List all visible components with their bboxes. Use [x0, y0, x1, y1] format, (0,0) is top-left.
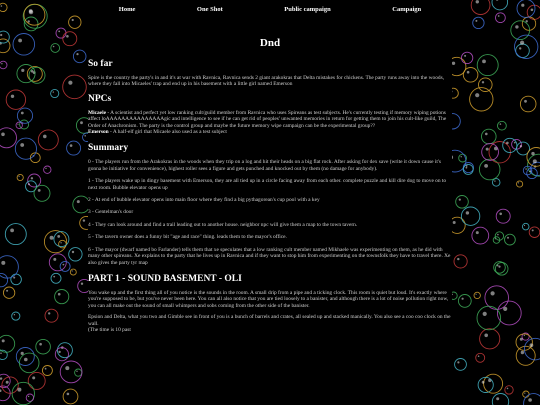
- part1-paragraph: (The time is 10 past: [88, 326, 131, 333]
- page-title: Dnd: [259, 37, 281, 49]
- bubble: [49, 254, 66, 271]
- so-far-heading: So far: [88, 59, 113, 69]
- bubble: [15, 138, 36, 159]
- bubble-highlight: [520, 145, 522, 147]
- bubble-highlight: [457, 258, 459, 260]
- bubble: [496, 209, 510, 223]
- bubble: [12, 312, 20, 320]
- bubble: [452, 88, 458, 98]
- bubble-highlight: [478, 355, 480, 357]
- bubbles-right-svg: [452, 0, 540, 405]
- bubble-highlight: [1, 63, 2, 64]
- bubble-highlight: [81, 283, 83, 285]
- bubble-highlight: [482, 381, 485, 384]
- bubble-highlight: [1, 133, 5, 137]
- bubble: [496, 13, 506, 23]
- bubble-highlight: [524, 393, 525, 394]
- bubble-highlight: [70, 144, 73, 147]
- bubble-highlight: [496, 0, 499, 1]
- bubble-highlight: [67, 393, 70, 396]
- bubble-highlight: [457, 361, 459, 363]
- bubble-highlight: [83, 219, 85, 221]
- npc-name: Micaele: [88, 109, 106, 116]
- bubble: [13, 34, 35, 56]
- npc-description: - A half-elf girl that Micaele also used as a test subject: [108, 129, 227, 136]
- bubble-highlight: [53, 46, 55, 48]
- bubble: [474, 292, 480, 298]
- bubble-highlight: [482, 81, 484, 83]
- bubble-highlight: [507, 237, 509, 239]
- bubble-highlight: [58, 31, 60, 33]
- bubble-highlight: [53, 258, 56, 261]
- bubble-highlight: [531, 152, 534, 155]
- bubble-highlight: [530, 343, 534, 347]
- bubble: [69, 16, 81, 28]
- npcs-heading: NPCs: [88, 93, 112, 104]
- bubble: [520, 96, 536, 112]
- bubble-highlight: [484, 164, 488, 168]
- bubble-highlight: [72, 251, 74, 253]
- nav-campaign-link[interactable]: Campaign: [392, 5, 422, 13]
- summary-item: 3 - Gentelman's door: [88, 209, 134, 216]
- bubble-highlight: [0, 377, 2, 379]
- bubble-highlight: [48, 312, 50, 314]
- bubble: [78, 279, 88, 292]
- npc-entry-micaele: [88, 110, 452, 129]
- bubble: [522, 223, 529, 230]
- bubble: [5, 224, 26, 245]
- bubble: [55, 348, 68, 361]
- part1-heading: PART 1 - SOUND BASEMENT - OLI: [88, 273, 242, 284]
- summary-heading: Summary: [88, 143, 129, 154]
- bubble-highlight: [17, 124, 18, 125]
- bubble-highlight: [53, 276, 55, 278]
- bubble: [17, 174, 23, 180]
- bubble-highlight: [524, 335, 525, 336]
- bubble: [0, 31, 9, 43]
- bubble-highlight: [533, 159, 537, 163]
- bubble: [523, 391, 529, 397]
- bubble-highlight: [466, 211, 469, 214]
- summary-item: 6 - The mayor (dwarf named bo Farlander) tells them that xe speculates that a low ranking cult member named Mikhaele was experimenting on them, as he did with many other spireans. Xe explains to the party that he lives up in Ravnica and if they want to stop him from experimenting on the townsfolk they have to travel there. Xe also gives the party tyr map: [88, 246, 451, 266]
- part1-paragraph: You wake up and the first thing all of you notice is the sounds in the room. A small drip from a pipe and a ticking clock. This room is quiet but loud. It's exactly where you're supposed to be, but you've never been here. You can all also notice that you are tied loosely to a banister, and although there is a lot of noise pollution right now, you can all make out the sound of small whimpers and sobs coming from the other side of the banister.: [88, 289, 449, 309]
- bubble-highlight: [452, 91, 453, 93]
- bubble: [11, 274, 22, 285]
- summary-item: 1 - The players wake up in dingy basement with Emerson, they are all tied up in a circle facing away from each other. complete puzzle and kill dire dog to move on to next room. Bubble elevator opens up: [88, 178, 447, 191]
- summary-item: 5 - The tavern owner does a funny bit "age and race" thing. leads them to the mayor's office.: [88, 234, 287, 241]
- bubble: [0, 61, 7, 69]
- bubble: [69, 248, 82, 261]
- bubble-highlight: [84, 135, 86, 137]
- bubble: [26, 394, 33, 401]
- bubble-highlight: [18, 39, 22, 43]
- bubble-highlight: [39, 343, 42, 346]
- bubble: [456, 196, 469, 209]
- bubble-highlight: [68, 81, 72, 85]
- bubble-highlight: [524, 225, 525, 226]
- bubble: [482, 129, 497, 144]
- bubble-highlight: [1, 5, 3, 7]
- bubble-highlight: [532, 229, 534, 231]
- bubble: [477, 55, 498, 76]
- bubble: [73, 50, 86, 63]
- bubble-highlight: [11, 95, 14, 98]
- npcs-section: [88, 94, 452, 136]
- so-far-section: [88, 59, 452, 88]
- bubble: [63, 389, 78, 404]
- nav-home-link[interactable]: Home: [118, 5, 136, 13]
- bubble-highlight: [461, 156, 462, 157]
- bubble-highlight: [45, 168, 46, 169]
- bubble-highlight: [495, 238, 496, 239]
- part1-section: [88, 274, 452, 333]
- bubble: [452, 292, 457, 299]
- bubble-highlight: [66, 35, 69, 38]
- bubble-highlight: [500, 123, 502, 125]
- bubble: [455, 359, 467, 371]
- bubble: [461, 207, 479, 225]
- bubble-highlight: [467, 71, 470, 74]
- bubble: [3, 287, 14, 298]
- bubble-highlight: [72, 270, 73, 271]
- bubble-highlight: [499, 213, 502, 216]
- npc-entry-emerson: [88, 129, 452, 135]
- bubble: [505, 386, 513, 394]
- bubble-highlight: [497, 234, 499, 236]
- bubble: [529, 227, 540, 238]
- bubble: [492, 0, 508, 10]
- bubble-highlight: [76, 371, 77, 372]
- bubble-highlight: [486, 148, 489, 151]
- bubble: [6, 90, 25, 109]
- bubble: [492, 179, 500, 187]
- bubble: [56, 28, 66, 38]
- bubble-highlight: [498, 266, 500, 268]
- bubble-highlight: [24, 358, 28, 362]
- bubble-highlight: [58, 351, 60, 353]
- bubble-highlight: [38, 189, 41, 192]
- bubble: [24, 4, 45, 25]
- bubble: [16, 122, 22, 128]
- bubble: [57, 343, 72, 358]
- summary-item: 0 - The players run from the Arakokras in the woods when they trip on a log and hit their heads on a big flat rock. After asking for dex save (write it down cause it's gonna be initiative for convenience), highest roller sees a figure and gets punched and knocked out by them (no damage for anybody).: [88, 159, 441, 172]
- bubble-highlight: [31, 177, 33, 179]
- bubble-highlight: [484, 334, 488, 338]
- bubble-highlight: [21, 112, 24, 115]
- bubble: [476, 353, 485, 362]
- bubble-highlight: [80, 121, 83, 124]
- bubble-highlight: [528, 398, 532, 402]
- bubble-highlight: [28, 183, 30, 185]
- bubble-highlight: [29, 9, 33, 13]
- bubble: [70, 269, 76, 275]
- bubble: [0, 273, 8, 286]
- bubble-highlight: [453, 221, 456, 224]
- bubble-highlight: [531, 9, 534, 12]
- bubble-highlight: [491, 291, 495, 295]
- bubble-highlight: [452, 155, 453, 159]
- bubble: [528, 154, 540, 176]
- bubble: [36, 339, 51, 354]
- bubble: [458, 295, 471, 308]
- bubble-highlight: [518, 182, 519, 183]
- bubble-highlight: [72, 19, 74, 21]
- bubble: [51, 89, 59, 97]
- left-bubble-decoration: [0, 0, 88, 405]
- bubble-highlight: [507, 388, 509, 390]
- bubble-highlight: [485, 133, 488, 136]
- bubble-highlight: [498, 15, 500, 17]
- bubble: [517, 181, 523, 187]
- so-far-text: Spire is the country the party's in and it's at war with Ravnica, Ravnica sends 2 giant arakokras that Delta mistakes for chickens. The party runs away into the woods, where they fall into Micaeles' trap and end up in his basement with a little girl named Emerson: [88, 75, 445, 88]
- bubble-highlight: [452, 294, 453, 295]
- bubble-highlight: [57, 235, 60, 238]
- bubble: [0, 3, 7, 11]
- bubble: [17, 108, 32, 123]
- bubble-highlight: [53, 91, 54, 92]
- bubble: [51, 273, 61, 283]
- bubble: [497, 301, 521, 325]
- bubble-highlight: [19, 176, 20, 177]
- bubble: [477, 306, 501, 330]
- bubble-highlight: [14, 314, 15, 315]
- summary-section: [88, 143, 452, 265]
- bubble: [479, 78, 493, 92]
- bubble: [73, 196, 88, 213]
- bubble: [498, 121, 507, 130]
- bubble: [515, 35, 538, 58]
- bubble-highlight: [475, 93, 479, 97]
- bubble: [76, 118, 88, 134]
- bubble-highlight: [520, 41, 524, 45]
- bubble: [44, 166, 51, 173]
- bubble: [480, 329, 500, 349]
- bubble-highlight: [58, 293, 61, 296]
- bubble-highlight: [462, 298, 464, 300]
- bubble: [19, 353, 39, 373]
- bubble-highlight: [32, 376, 35, 379]
- bubble: [42, 366, 52, 376]
- bubble-highlight: [515, 25, 518, 28]
- bubble: [45, 309, 58, 322]
- bubble-highlight: [1, 261, 5, 265]
- bubble: [454, 255, 467, 268]
- bubble-highlight: [529, 171, 531, 173]
- bubble-highlight: [519, 47, 521, 49]
- bubble-highlight: [466, 167, 468, 169]
- bubble-highlight: [20, 143, 24, 147]
- bubble-highlight: [482, 60, 486, 64]
- bubble-highlight: [506, 142, 509, 145]
- bubble-highlight: [525, 168, 527, 170]
- summary-item: 2 - At end of bubble elevator opens into main floor where they find a big pythagorean's cup pool with a key: [88, 197, 320, 204]
- bubble: [452, 217, 465, 233]
- bubble: [0, 39, 10, 53]
- bubble: [17, 65, 35, 83]
- bubble: [63, 75, 87, 99]
- bubble-highlight: [76, 53, 78, 55]
- bubble: [0, 335, 15, 352]
- bubble: [472, 227, 489, 244]
- bubble-highlight: [514, 142, 516, 144]
- bubble: [471, 0, 490, 14]
- bubble: [461, 52, 472, 63]
- summary-item: 4 - They can look around and find a trail leading out to another house. neighbor npc will give them a map to the town tavern.: [88, 221, 358, 228]
- bubble-highlight: [17, 388, 21, 392]
- bubble-highlight: [0, 352, 2, 354]
- part1-paragraph: Epsion and Delta, what you two and Gimble see in front of you is a bunch of barrels and crates, all sealed up and stacked manically. You also see a coo coo clock on the wall.: [88, 314, 451, 327]
- bubble-highlight: [0, 389, 2, 392]
- bubble-highlight: [475, 20, 477, 22]
- bubble: [452, 114, 460, 129]
- bubble-highlight: [0, 34, 2, 36]
- bubble: [80, 216, 88, 229]
- bubble: [60, 361, 82, 383]
- bubble-highlight: [45, 368, 47, 370]
- bubble-highlight: [476, 294, 477, 295]
- bubble-highlight: [43, 135, 47, 139]
- npc-description: - A scientist and perfect yet low ranking cult/guild member from Ravnica who uses Spireans as test subjects. He's currently testing if memory wiping potions affect loAAAAAAAAAAAAAAAgic and intelligence to see if he can get rid of peoples' unwanted memories in return for getting them to join his cult-like guild, The Order of Anachronism. The party is the control group and maybe the future memory wipe campaign can be the experimental group??: [88, 109, 447, 129]
- bubble-highlight: [521, 4, 524, 7]
- bubble: [516, 346, 535, 365]
- bubble-highlight: [13, 277, 15, 279]
- bubble: [63, 32, 77, 46]
- bubble: [0, 128, 17, 148]
- bubble: [463, 68, 478, 83]
- top-nav: [88, 0, 452, 18]
- bubble: [75, 369, 82, 376]
- bubble: [470, 88, 493, 111]
- bubble: [516, 44, 530, 58]
- bubble-highlight: [464, 55, 466, 57]
- bubble: [473, 17, 484, 28]
- bubble-highlight: [60, 242, 61, 243]
- nav-one-shot-link[interactable]: One Shot: [196, 5, 223, 13]
- bubble-highlight: [77, 200, 80, 203]
- bubble-highlight: [520, 338, 523, 341]
- main-content: [88, 18, 452, 405]
- bubble-highlight: [521, 351, 524, 354]
- bubbles-left-svg: [0, 0, 88, 405]
- bubble-highlight: [476, 0, 479, 3]
- bubble-highlight: [476, 231, 479, 234]
- bubble: [55, 290, 69, 304]
- bubble: [28, 372, 45, 389]
- bubble: [482, 144, 499, 161]
- bubble-highlight: [65, 366, 69, 370]
- bubble: [51, 44, 60, 53]
- bubble-highlight: [494, 180, 495, 181]
- bubble: [38, 130, 58, 150]
- bubble-highlight: [2, 339, 5, 342]
- bubble-highlight: [524, 100, 527, 103]
- bubble-highlight: [483, 312, 487, 316]
- npc-name: Emerson: [88, 129, 109, 136]
- bubble: [524, 394, 540, 405]
- bubble-highlight: [496, 397, 499, 400]
- bubble-highlight: [63, 264, 65, 266]
- bubble-highlight: [6, 290, 8, 292]
- bubble-highlight: [28, 396, 29, 397]
- bubble: [0, 256, 18, 278]
- bubble-highlight: [10, 229, 14, 233]
- right-bubble-decoration: [452, 0, 540, 405]
- bubble-highlight: [452, 62, 455, 65]
- bubble-highlight: [50, 236, 54, 240]
- bubble: [34, 185, 50, 201]
- bubble-highlight: [21, 69, 24, 72]
- bubble: [505, 234, 516, 245]
- bubble: [67, 141, 81, 155]
- bubble-highlight: [6, 381, 9, 384]
- nav-public-campaign-link[interactable]: Public campaign: [284, 5, 331, 13]
- bubble-highlight: [459, 199, 461, 201]
- bubble: [492, 394, 508, 405]
